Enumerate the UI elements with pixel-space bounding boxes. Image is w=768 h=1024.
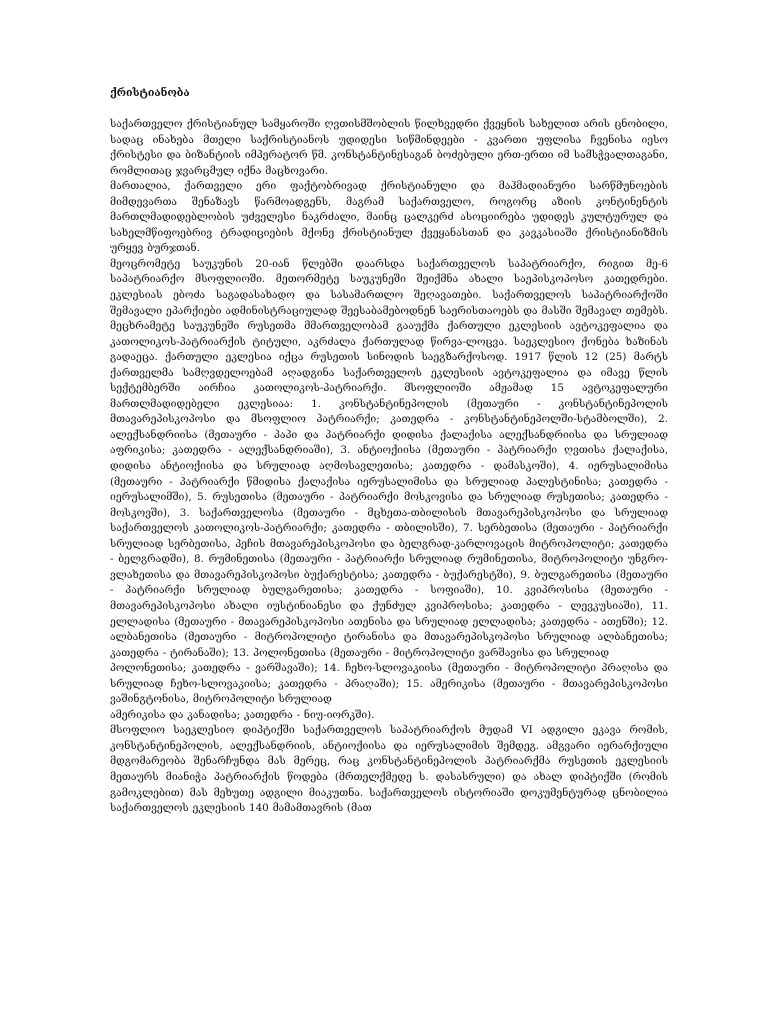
paragraph-1: საქართველო ქრისტიანულ სამყაროში ღვთისმშობლის წილხვედრი ქვეყნის სახელით არის ცნობილი, სადაც ინახება მთელი საქრისტიანოს უდიდესი სიწმინდეები - კვართი უფლისა ჩვენისა იესო ქრისტესი და ბიზანტიის იმპერატორ წმ. კონსტანტინესაგან ბოძებული ერთ-ერთი იმ სამსჭვალთაგანი, რომლითაც ჯვარცმულ იქნა მაცხოვარი.: [110, 118, 668, 177]
document-title: ქრისტიანობა: [110, 87, 190, 99]
document-page: [110, 86, 668, 817]
paragraph-2: მართალია, ქართველი ერი ფაქტობრივად ქრისტიანული და მაჰმადიანური სარწმუნოების მიმდევართა შენაზავს წარმოადგენს, მაგრამ საქართველო, როგორც აზიის კონტინენტის მართლმადიდებლობის უძველესი ნაკრძალი, მაინც ცალკერძ ასოციირება უდიდეს კულტურულ და სახელმწიფოებრივ ტრადიციების მქონე ქრისტიანულ ქვეყანასთან და კავკასიაში ქრისტიანიზმის ურყევ ბურჯთან.: [110, 180, 668, 255]
paragraph-4: მსოფლიო საეკლესიო დიპტიქში საქართველოს საპატრიარქოს მუდამ VI ადგილი ეკავა რომის, კონსტანტინეპოლის, ალექსანდრიის, ანტიოქიისა და იერუსალიმის შემდეგ. ამგვარი იერარქიული მდგომარეობა შენარჩუნდა მას მერეც, რაც კონსტანტინეპოლის პატრიარქმა რუსეთის ეკლესიის მეთაურს მიანიჭა პატრიარქის წოდება (მრთელქმედე ს. დასასრული) და ახალ დიპტიქში (რომის გამოკლებით) მას მეხუთე ადგილი მიაკუთნა. საქართველოს ისტორიაში დოკუმენტურად ცნობილია საქართველოს ეკლესიის 140 მამამთავრის (მათ: [110, 724, 668, 815]
paragraph-3: მეოცრომეტე საუკუნის 20-იან წლებში დაარსდა საქართველოს საპატრიარქო, რიგით მე-6 საპატრიარქო მსოფლიოში. მეთორმეტე საუკუნეში შეიქმნა ახალი საეპისკოპოსო კათედრები. ეკლესიას ებოძა საგადასახადო და სასამართლო შეღავათები. საქართველოს საპატრიარქოში შემავალი ეპარქიები ადმინისტრაციულად შეესაბამებოდნენ საერისთაოებს და მასში შემავალ თემებს. მეცხრამეტე საუკუნეში რუსეთმა მმართველობამ გააუქმა ქართული ეკლესიის ავტოკეფალია და კათოლიკოს-პატრიარქის ტიტული, აკრძალა ქართულად წირვა-ლოცვა. საეკლესიო ქონება ხაზინას გადაეცა. ქართული ეკლესია იქცა რუსეთის სინოდის საეგზარქოსოდ. 1917 წლის 12 (25) მარტს ქართველმა სამღვდელოებამ აღადგინა საქართველოს ეკლესიის ავტოკეფალია და იმავე წლის სექტემბერში აირჩია კათოლიკოს-პატრიარქი. მსოფლიოში ამჟამად 15 ავტოკეფალური მართლმადიდებელი ეკლესიაა: 1. კონსტანტინეპოლის (მეთაური - კონსტანტინეპოლის მთავარეპისკოპოსი და მსოფლიო პატრიარქი; კათედრა - კონსტანტინეპოლში-სტამბოლში), 2. ალექსანდრიისა (მეთაური - პაპი და პატრიარქი დიდისა ქალაქისა ალექსანდრიისა და სრულიად აფრიკისა; კათედრა - ალექსანდრიაში), 3. ანტიოქიისა (მეთაური - პატრიარქი ღვთისა ქალაქისა, დიდისა ანტიოქიისა და სრულიად აღმოსავლეთისა; კათედრა - დამასკოში), 4. იერუსალიმისა (მეთაური - პატრიარქი წმიდისა ქალაქისა იერუსალიმისა და სრულიად პალესტინისა; კათედრა - იერუსალიმში), 5. რუსეთისა (მეთაური - პატრიარქი მოსკოვისა და სრულიად რუსეთისა; კათედრა - მოსკოვში), 3. საქართველოსა (მეთაური - მცხეთა-თბილისის მთავარეპისკოპოსი და სრულიად საქართველოს კათოლიკოს-პატრიარქი; კათედრა - თბილისში), 7. სერბეთისა (მეთაური - პატრიარქი სრულიად სერბეთისა, პეჩის მთავარეპისკოპოსი და ბელგრად-კარლოვაცის მიტროპოლიტი; კათედრა - ბელგრადში), 8. რუმინეთისა (მეთაური - პატრიარქი სრულიად რუმინეთისა, მიტროპოლიტი უნგრო-ვლახეთისა და მთავარეპისკოპოსი ბუქარესტისა; კათედრა - ბუქარესტში), 9. ბულგარეთისა (მეთაური - პატრიარქი სრულიად ბულგარეთისა; კათედრა - სოფიაში), 10. კვიპროსისა (მეთაური - მთავარეპისკოპოსი ახალი იუსტინიანესი და ქუნძულ კვიპროსისა; კათედრა - ლევკუსიაში), 11. ელლადისა (მეთაური - მთავარეპისკოპოსი ათენისა და სრულიად ელლადისა; კათედრა - ათენში); 12. ალბანეთისა (მეთაური - მიტროპოლიტი ტირანისა და მთავარეპისკოპოსი სრულიად ალბანეთისა; კათედრა - ტირანაში); 13. პოლონეთისა (მეთაური - მიტროპოლიტი ვარშავისა და სრულიად პოლონეთისა; კათედრა - ვარშავაში); 14. ჩეხო-სლოვაკიისა (მეთაური - მიტროპოლიტი პრაღისა და სრულიად ჩეხო-სლოვაკიისა; კათედრა - პრაღაში); 15. ამერიკისა (მეთაური - მთავარეპისკოპოსი ვაშინგტონისა, მიტროპოლიტი სრულიად ამერიკისა და კანადისა; კათედრა - ნიუ-იორკში).: [110, 257, 668, 721]
